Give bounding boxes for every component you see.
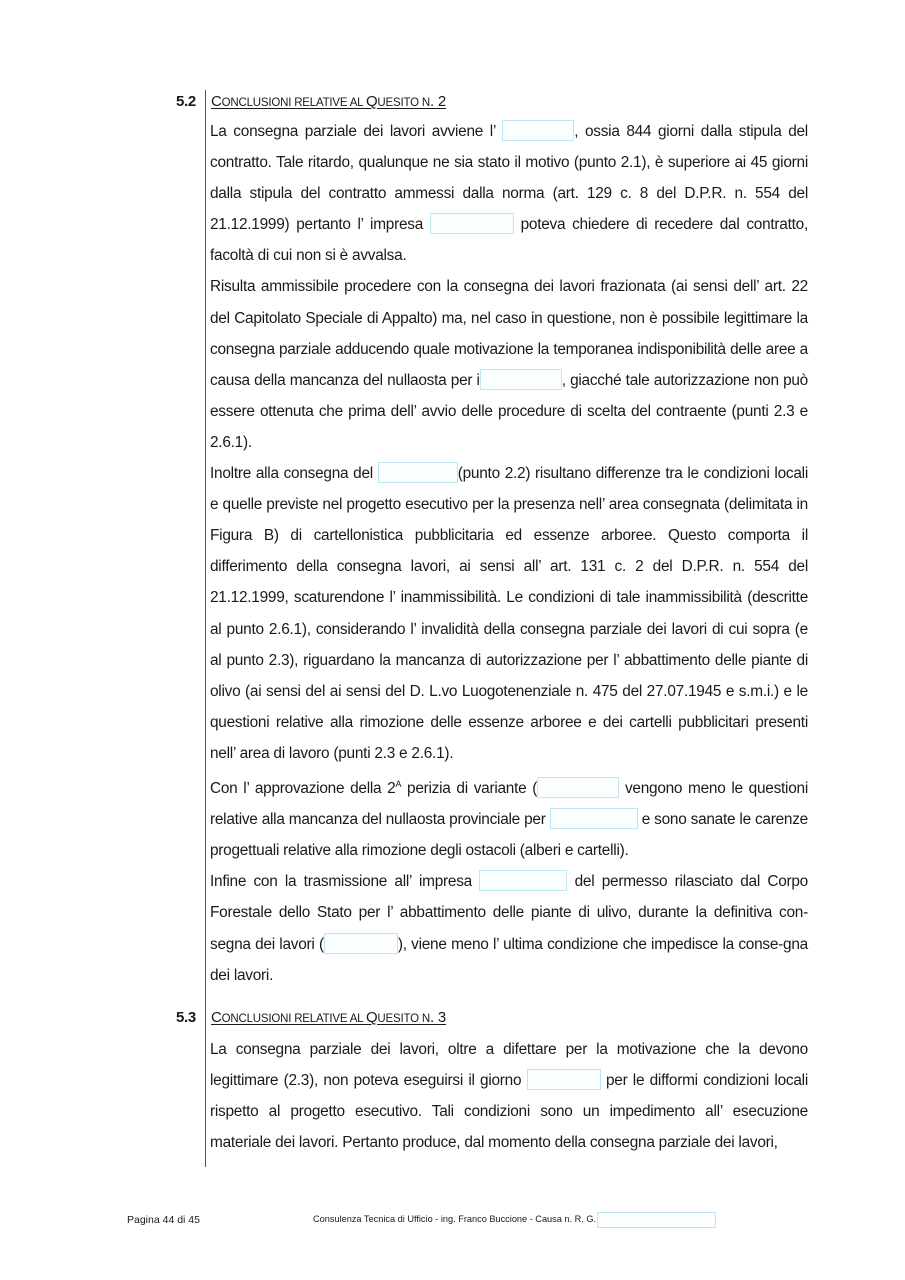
paragraph: Risulta ammissibile procedere con la consegna dei lavori frazionata (ai sensi dell’ art. 22 del Capitolato Speciale di Appalto) ma, nel caso in questione, non è possibile legittimare la consegna parziale adducendo quale motivazione la temporanea indisponibilità delle aree a causa della mancanza del nullaosta per i , giacché tale autorizzazione non può essere ottenuta che prima dell’ avvio delle procedure di scelta del contraente (punti 2.3 e 2.6.1). bbox=[210, 278, 808, 451]
redacted-date bbox=[502, 120, 574, 141]
redacted-date bbox=[324, 933, 398, 954]
section-body bbox=[210, 1034, 808, 1158]
redacted-date bbox=[527, 1069, 601, 1090]
paragraph: La consegna parziale dei lavori, oltre a difettare per la motivazione che la devono legittimare (2.3), non poteva eseguirsi il giorno per le difformi condizioni locali rispetto al progetto esecutivo. Tali condizioni sono un impedimento all’ esecuzione materiale dei lavori. Pertanto produce, dal momento della consegna parziale dei lavori, bbox=[210, 1041, 808, 1152]
redacted-text bbox=[550, 808, 638, 829]
redacted-case-number bbox=[597, 1212, 716, 1228]
redacted-date bbox=[537, 777, 619, 798]
section-heading: CONCLUSIONI RELATIVE AL QUESITO N. 3 bbox=[211, 1009, 447, 1026]
section-body bbox=[210, 116, 808, 991]
section-heading: CONCLUSIONI RELATIVE AL QUESITO N. 2 bbox=[211, 93, 447, 110]
section-number: 5.3 bbox=[176, 1009, 196, 1026]
redacted-company bbox=[479, 870, 567, 891]
section-number: 5.2 bbox=[176, 93, 196, 110]
page-number: Pagina 44 di 45 bbox=[127, 1214, 200, 1226]
section-rule bbox=[205, 90, 206, 1167]
paragraph: La consegna parziale dei lavori avviene l’ , ossia 844 giorni dalla stipula del contratto. Tale ritardo, qualunque ne sia stato il motivo (punto 2.1), è superiore ai 45 giorni dalla stipula del contratto ammessi dalla norma (art. 129 c. 8 del D.P.R. n. 554 del 21.12.1999) pertanto l’ impresa poteva chiedere di recedere dal contratto, facoltà di cui non si è avvalsa. bbox=[210, 116, 808, 271]
footer-text: Consulenza Tecnica di Ufficio - ing. Franco Buccione - Causa n. R. G. bbox=[313, 1214, 597, 1224]
paragraph: Inoltre alla consegna del (punto 2.2) risultano differenze tra le condizioni locali e quelle previste nel progetto esecutivo per la presenza nell’ area consegnata (delimitata in Figura B) di cartellonistica pubblicitaria ed essenze arboree. Questo comporta il differimento della consegna lavori, ai sensi all’ art. 131 c. 2 del D.P.R. n. 554 del 21.12.1999, scaturendone l’ inammissibilità. Le condizioni di tale inammissibilità (descritte al punto 2.6.1), considerando l’ invalidità della consegna parziale dei lavori di cui sopra (e al punto 2.3), riguardano la mancanza di autorizzazione per l’ abbattimento delle piante di olivo (ai sensi del ai sensi del D. L.vo Luogotenenziale n. 475 del 27.07.1945 e s.m.i.) e le questioni relative alla rimozione delle essenze arboree e dei cartelli pubblicitari presenti nell’ area di lavoro (punti 2.3 e 2.6.1). bbox=[210, 458, 808, 769]
redacted-date bbox=[378, 462, 458, 483]
redacted-text bbox=[480, 369, 562, 390]
paragraph: Con l’ approvazione della $2^A$ perizia di variante ( vengono meno le questioni relative alla mancanza del nullaosta provinciale per e sono sanate le carenze progettuali relative alla rimozione degli ostacoli (alberi e cartelli). bbox=[210, 778, 808, 860]
redacted-company bbox=[430, 213, 514, 234]
paragraph: Infine con la trasmissione all’ impresa del permesso rilasciato dal Corpo Forestale dello Stato per l’ abbattimento delle piante di ulivo, durante la definitiva con-segna dei lavori ( ), viene meno l’ ultima condizione che impedisce la conse-gna dei lavori. bbox=[210, 866, 808, 990]
